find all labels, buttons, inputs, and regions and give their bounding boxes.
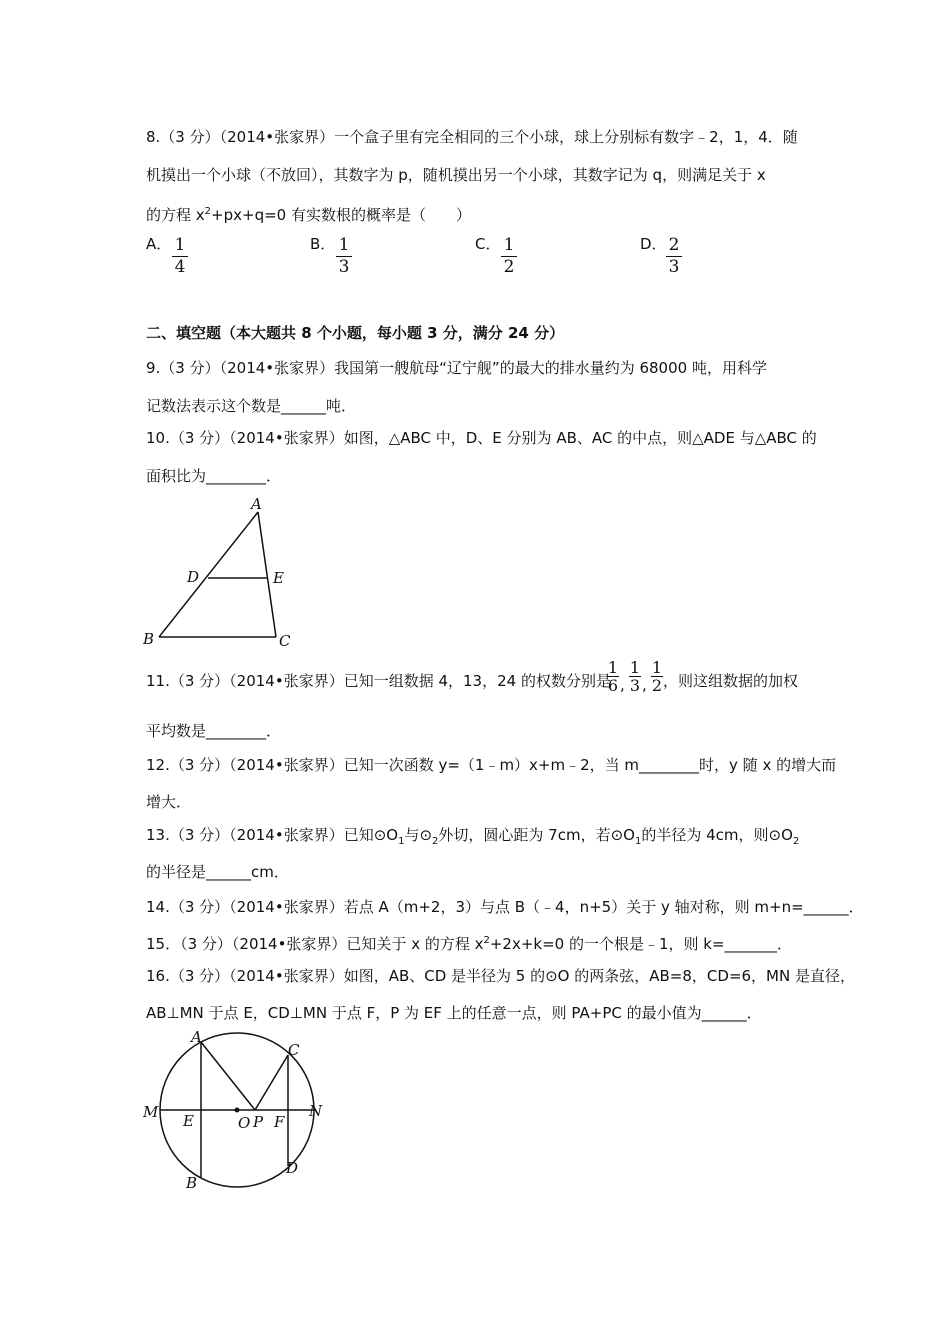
q11-line1-pre: 11.（3 分）（2014•张家界）已知一组数据 4，13，24 的权数分别是 <box>146 672 611 690</box>
q11-weight-1: 1 6 <box>607 658 619 695</box>
q15-line: 15．（3 分）（2014•张家界）已知关于 x 的方程 $x^2+2x+k=0$ 的一个根是﹣1，则 k=_______． <box>146 935 793 953</box>
segment-pc <box>255 1055 288 1110</box>
q9-line2: 记数法表示这个数是______吨． <box>146 397 357 415</box>
q16-line2: AB⊥MN 于点 E，CD⊥MN 于点 F，P 为 EF 上的任意一点，则 PA+PC 的最小值为______． <box>146 1004 762 1022</box>
q13-line2: 的半径是______cm． <box>146 863 289 881</box>
q8-option-a-label: A． <box>146 235 172 253</box>
label-f: F <box>274 1113 285 1131</box>
q12-line1: 12.（3 分）（2014•张家界）已知一次函数 y=（1﹣m）x+m﹣2，当 m________时，y 随 x 的增大而 <box>146 756 837 774</box>
q8-option-c-label: C． <box>475 235 501 253</box>
q8-option-b-label: B． <box>310 235 336 253</box>
label-c: C <box>288 1041 300 1059</box>
q16-line1: 16.（3 分）（2014•张家界）如图，AB、CD 是半径为 5 的⊙O 的两条弦，AB=8，CD=6，MN 是直径， <box>146 967 855 985</box>
q14-line: 14.（3 分）（2014•张家界）若点 A（m+2，3）与点 B（﹣4，n+5）关于 y 轴对称，则 m+n=______． <box>146 898 864 916</box>
section-heading: 二、填空题（本大题共 8 个小题，每小题 3 分，满分 24 分） <box>146 324 565 342</box>
q9-line1: 9.（3 分）（2014•张家界）我国第一艘航母“辽宁舰”的最大的排水量约为 68000 吨，用科学 <box>146 359 767 377</box>
label-b: B <box>143 630 155 648</box>
label-e: E <box>183 1112 194 1130</box>
label-e: E <box>273 569 284 587</box>
q8-option-b-fraction: 1 3 <box>336 236 352 277</box>
q11-weight-3: 1 2 <box>651 658 663 695</box>
label-o: O <box>238 1114 251 1132</box>
q11-weight-2: 1 3 <box>629 658 641 695</box>
q8-line3: 的方程 $x^2+px+q=0$ 有实数根的概率是（ ） <box>146 206 471 224</box>
side-ab <box>159 512 258 637</box>
q11-line1-post: ，则这组数据的加权 <box>663 672 799 690</box>
q8-option-c-fraction: 1 2 <box>501 236 517 277</box>
q11-line2: 平均数是________． <box>146 722 282 740</box>
q8-line1: 8.（3 分）（2014•张家界）一个盒子里有完全相同的三个小球，球上分别标有数字﹣2，1，4．随 <box>146 128 798 146</box>
q13-line1: 13.（3 分）（2014•张家界）已知$⊙O_1$与$⊙_2$外切，圆心距为 7cm，若$⊙O_1$的半径为 4cm，则$⊙O_2$ <box>146 826 800 847</box>
label-a: A <box>191 1028 202 1046</box>
q12-line2: 增大． <box>146 793 192 811</box>
triangle-figure <box>140 494 300 650</box>
label-m: M <box>143 1103 159 1121</box>
q8-option-d-fraction: 2 3 <box>666 236 682 277</box>
segment-pa <box>201 1042 255 1110</box>
label-n: N <box>309 1102 323 1120</box>
label-c: C <box>279 632 291 650</box>
label-d: D <box>187 568 200 586</box>
q8-option-a-fraction: 1 4 <box>172 236 188 277</box>
q8-option-d-label: D． <box>640 235 667 253</box>
label-b: B <box>186 1174 198 1192</box>
label-a: A <box>251 495 262 513</box>
center-dot <box>235 1108 240 1113</box>
q10-line2: 面积比为________． <box>146 467 282 485</box>
circle-figure <box>138 1028 338 1198</box>
q10-line1: 10.（3 分）（2014•张家界）如图，△ABC 中，D、E 分别为 AB、AC 的中点，则△ADE 与△ABC 的 <box>146 429 817 447</box>
label-p: P <box>253 1113 264 1131</box>
q8-line2: 机摸出一个小球（不放回），其数字为 p，随机摸出另一个小球，其数字记为 q，则满足关于 x <box>146 166 766 184</box>
label-d: D <box>286 1159 299 1177</box>
